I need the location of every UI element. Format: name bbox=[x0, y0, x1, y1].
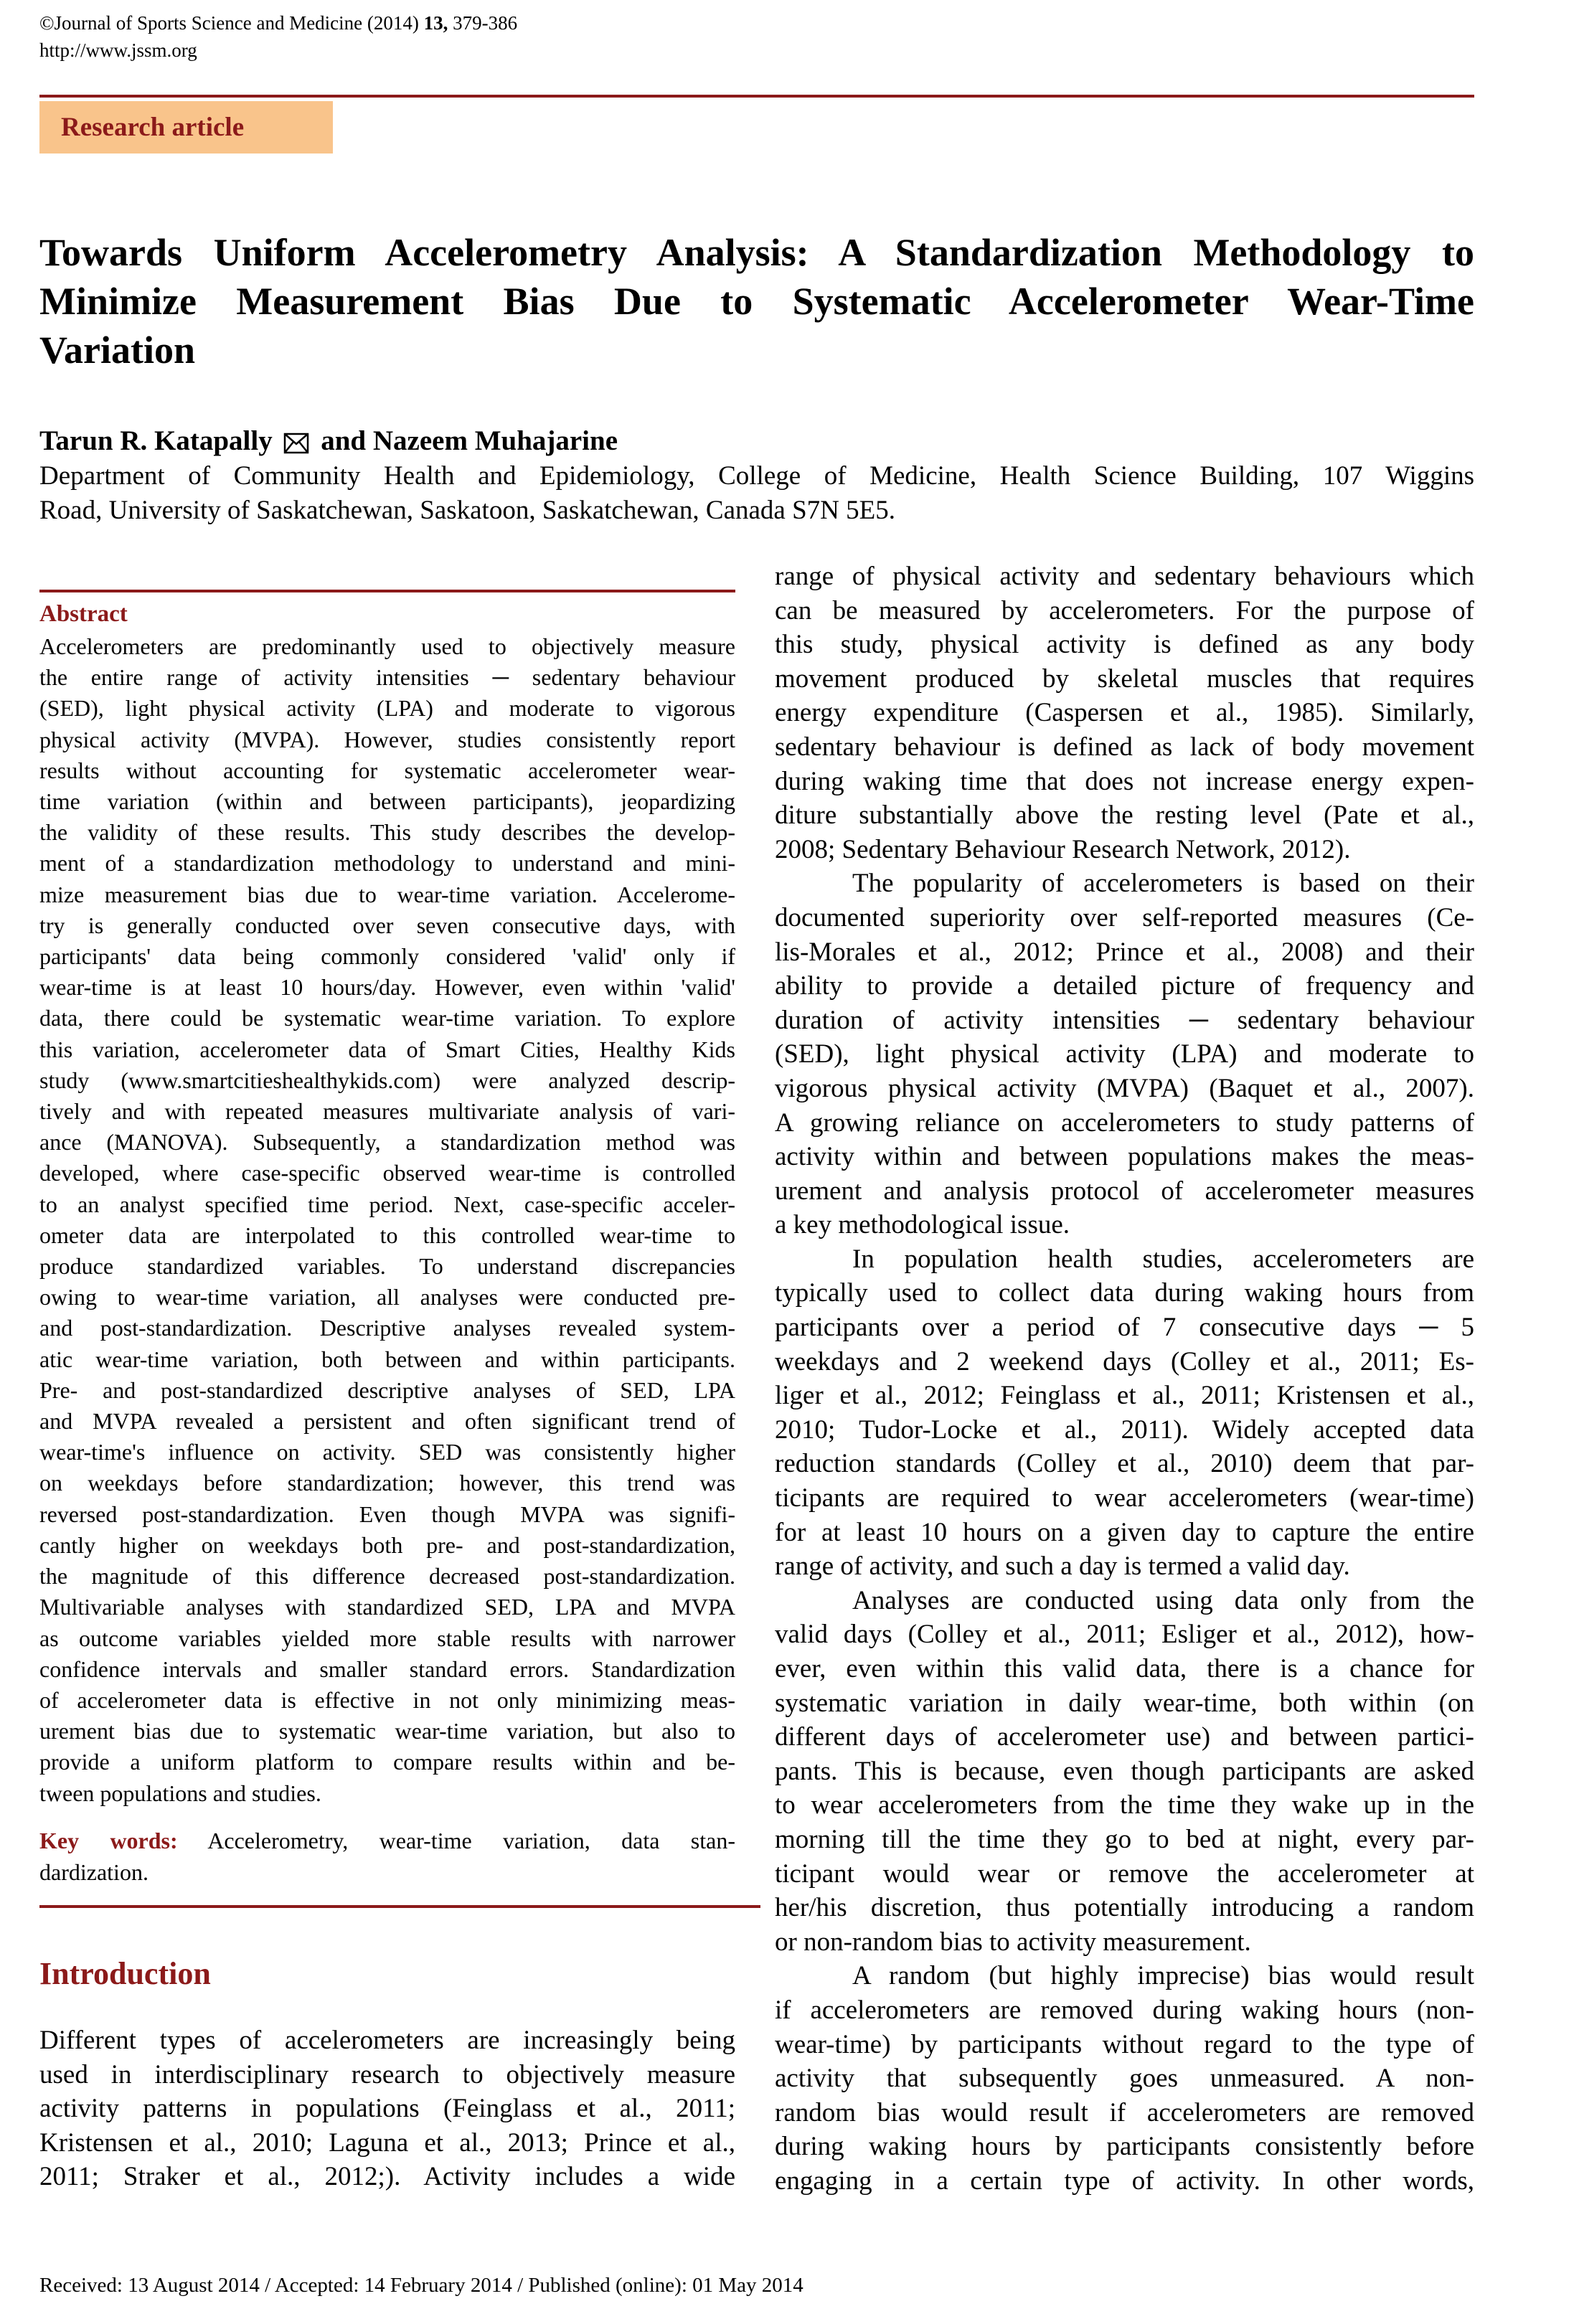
author-affiliation bbox=[39, 459, 1474, 528]
text-line: developed, where case-specific observed wear-time is controlled bbox=[39, 1160, 735, 1186]
text-line: can be measured by accelerometers. For the purpose of bbox=[775, 595, 1474, 625]
right-column-body bbox=[775, 559, 1474, 2198]
text-line: during waking hours by participants consistently before bbox=[775, 2132, 1474, 2162]
paragraph bbox=[775, 1959, 1474, 2198]
introduction-heading: Introduction bbox=[39, 1956, 211, 1991]
text-line: time variation (within and between participants), jeopardizing bbox=[39, 788, 735, 815]
text-line: the magnitude of this difference decreased post-standardization. bbox=[39, 1563, 735, 1590]
text-line: this variation, accelerometer data of Smart Cities, Healthy Kids bbox=[39, 1036, 735, 1062]
text-line: 2008; Sedentary Behaviour Research Network, 2012). bbox=[775, 834, 1351, 864]
text-line: activity patterns in populations (Feinglass et al., 2011; bbox=[39, 2094, 735, 2123]
text-line: for at least 10 hours on a given day to capture the entire bbox=[775, 1517, 1474, 1547]
text-line: on weekdays before standardization; however, this trend was bbox=[39, 1470, 735, 1496]
text-line: during waking time that does not increase energy expen- bbox=[775, 766, 1474, 796]
text-line: sedentary behaviour is defined as lack of body movement bbox=[775, 732, 1474, 762]
title-line: Towards Uniform Accelerometry Analysis: A Standardization Methodology to bbox=[39, 231, 1474, 274]
abstract-heading: Abstract bbox=[39, 601, 128, 627]
author-name: Tarun R. Katapally bbox=[39, 425, 273, 456]
text-line: or non-random bias to activity measurement. bbox=[775, 1927, 1251, 1957]
keywords-line bbox=[39, 1825, 735, 1856]
text-line: used in interdisciplinary research to objectively measure bbox=[39, 2059, 735, 2089]
keywords bbox=[39, 1825, 735, 1888]
text-line: and post-standardization. Descriptive analyses revealed system- bbox=[39, 1315, 735, 1341]
text-line: Accelerometers are predominantly used to objectively measure bbox=[39, 633, 735, 659]
keywords-line: dardization. bbox=[39, 1859, 149, 1885]
text-line: duration of activity intensities ─ sedentary behaviour bbox=[775, 1005, 1474, 1035]
text-line: range of activity, and such a day is termed a valid day. bbox=[775, 1551, 1350, 1582]
text-line: reversed post-standardization. Even though MVPA was signifi- bbox=[39, 1501, 735, 1527]
text-line: 2011; Straker et al., 2012;). Activity includes a wide bbox=[39, 2162, 735, 2191]
keywords-label: Key words: bbox=[39, 1828, 178, 1853]
title-line: Variation bbox=[39, 329, 196, 372]
text-line: the validity of these results. This study describes the develop- bbox=[39, 819, 735, 846]
text-line: Pre- and post-standardized descriptive analyses of SED, LPA bbox=[39, 1376, 735, 1403]
text-line: The popularity of accelerometers is based on their bbox=[852, 869, 1474, 899]
text-line: valid days (Colley et al., 2011; Esliger et al., 2012), how- bbox=[775, 1620, 1474, 1650]
text-line: provide a uniform platform to compare results within and be- bbox=[39, 1749, 735, 1775]
paragraph bbox=[775, 559, 1474, 866]
text-line: random bias would result if accelerometers are removed bbox=[775, 2097, 1474, 2127]
header-divider bbox=[39, 95, 1474, 98]
text-line: cantly higher on weekdays both pre- and post-standardization, bbox=[39, 1531, 735, 1558]
text-line: the entire range of activity intensities ─ sedentary behaviour bbox=[39, 664, 735, 691]
text-line: and MVPA revealed a persistent and often significant trend of bbox=[39, 1408, 735, 1435]
text-line: ticipants are required to wear accelerometers (wear-time) bbox=[775, 1483, 1474, 1513]
introduction-body bbox=[39, 2023, 735, 2194]
text-line: try is generally conducted over seven consecutive days, with bbox=[39, 912, 735, 938]
author-list bbox=[39, 423, 618, 463]
text-line: systematic variation in daily wear-time, both within (on bbox=[775, 1688, 1474, 1718]
paper-title bbox=[39, 228, 1474, 374]
title-line: Minimize Measurement Bias Due to Systematic Accelerometer Wear-Time bbox=[39, 280, 1474, 323]
text-line: documented superiority over self-reported measures (Ce- bbox=[775, 902, 1474, 932]
text-line: participants' data being commonly considered 'valid' only if bbox=[39, 943, 735, 970]
text-line: wear-time) by participants without regard to the type of bbox=[775, 2029, 1474, 2059]
text-line: tween populations and studies. bbox=[39, 1780, 321, 1806]
paragraph bbox=[775, 866, 1474, 1242]
text-line: to wear accelerometers from the time they wake up in the bbox=[775, 1790, 1474, 1820]
text-line: this study, physical activity is defined as any body bbox=[775, 630, 1474, 660]
text-line: tively and with repeated measures multivariate analysis of vari- bbox=[39, 1098, 735, 1125]
text-line: atic wear-time variation, both between and within participants. bbox=[39, 1346, 735, 1372]
text-line: Kristensen et al., 2010; Laguna et al., 2013; Prince et al., bbox=[39, 2127, 735, 2158]
text-line: wear-time's influence on activity. SED was consistently higher bbox=[39, 1439, 735, 1465]
text-line: movement produced by skeletal muscles that requires bbox=[775, 663, 1474, 694]
text-line: Multivariable analyses with standardized SED, LPA and MVPA bbox=[39, 1594, 735, 1620]
text-line: owing to wear-time variation, all analyses were conducted pre- bbox=[39, 1284, 735, 1310]
text-line: pants. This is because, even though participants are asked bbox=[775, 1756, 1474, 1786]
text-line: engaging in a certain type of activity. In other words, bbox=[775, 2165, 1474, 2196]
text-line: produce standardized variables. To understand discrepancies bbox=[39, 1253, 735, 1280]
text-line: confidence intervals and smaller standard errors. Standardization bbox=[39, 1655, 735, 1682]
text-line: lis-Morales et al., 2012; Prince et al., 2008) and their bbox=[775, 937, 1474, 967]
text-line: results without accounting for systematic accelerometer wear- bbox=[39, 757, 735, 783]
text-line: 2010; Tudor-Locke et al., 2011). Widely accepted data bbox=[775, 1414, 1474, 1445]
text-line: as outcome variables yielded more stable results with narrower bbox=[39, 1625, 735, 1651]
text-line: urement and analysis protocol of accelerometer measures bbox=[775, 1176, 1474, 1206]
text-line: wear-time is at least 10 hours/day. However, even within 'valid' bbox=[39, 974, 735, 1001]
affiliation-line: Road, University of Saskatchewan, Saskatoon, Saskatchewan, Canada S7N 5E5. bbox=[39, 496, 895, 525]
paragraph bbox=[775, 1242, 1474, 1584]
text-line: activity that subsequently goes unmeasured. A non- bbox=[775, 2064, 1474, 2094]
journal-citation bbox=[39, 10, 517, 36]
text-line: reduction standards (Colley et al., 2010) deem that par- bbox=[775, 1449, 1474, 1479]
envelope-icon[interactable] bbox=[283, 428, 309, 463]
text-line: (SED), light physical activity (LPA) and moderate to vigorous bbox=[39, 695, 735, 722]
journal-url[interactable]: http://www.jssm.org bbox=[39, 39, 197, 61]
article-type-badge bbox=[39, 101, 333, 153]
text-line: data, there could be systematic wear-time variation. To explore bbox=[39, 1005, 735, 1031]
text-line: different days of accelerometer use) and between partici- bbox=[775, 1722, 1474, 1752]
text-line: morning till the time they go to bed at night, every par- bbox=[775, 1824, 1474, 1854]
author-name: and Nazeem Muhajarine bbox=[321, 425, 618, 456]
text-line: ment of a standardization methodology to understand and mini- bbox=[39, 850, 735, 877]
affiliation-line: Department of Community Health and Epidemiology, College of Medicine, Health Science Building, 107 Wiggins bbox=[39, 461, 1474, 491]
text-line: participants over a period of 7 consecutive days ─ 5 bbox=[775, 1313, 1474, 1343]
text-line: diture substantially above the resting level (Pate et al., bbox=[775, 800, 1474, 831]
text-line: of accelerometer data is effective in not only minimizing meas- bbox=[39, 1686, 735, 1713]
text-line: A random (but highly imprecise) bias would result bbox=[852, 1961, 1474, 1991]
text-line: her/his discretion, thus potentially introducing a random bbox=[775, 1893, 1474, 1923]
text-line: range of physical activity and sedentary behaviours which bbox=[775, 562, 1474, 591]
publication-dates: Received: 13 August 2014 / Accepted: 14 February 2014 / Published (online): 01 May 2014 bbox=[39, 2274, 803, 2297]
text-line: urement bias due to systematic wear-time variation, but also to bbox=[39, 1718, 735, 1744]
text-line: if accelerometers are removed during waking hours (non- bbox=[775, 1995, 1474, 2025]
text-line: Different types of accelerometers are increasingly being bbox=[39, 2026, 735, 2055]
text-line: weekdays and 2 weekend days (Colley et al., 2011; Es- bbox=[775, 1346, 1474, 1376]
text-line: In population health studies, accelerometers are bbox=[852, 1244, 1474, 1274]
text-line: ometer data are interpolated to this controlled wear-time to bbox=[39, 1222, 735, 1248]
journal-pages: 379-386 bbox=[448, 12, 518, 34]
journal-volume: 13, bbox=[423, 12, 448, 34]
abstract-body bbox=[39, 631, 735, 1809]
text-line: A growing reliance on accelerometers to study patterns of bbox=[775, 1107, 1474, 1138]
text-line: ance (MANOVA). Subsequently, a standardization method was bbox=[39, 1129, 735, 1156]
text-line: ticipant would wear or remove the accelerometer at bbox=[775, 1858, 1474, 1889]
text-line: study (www.smartcitieshealthykids.com) were analyzed descrip- bbox=[39, 1067, 735, 1093]
text-line: physical activity (MVPA). However, studies consistently report bbox=[39, 726, 735, 752]
text-line: activity within and between populations makes the meas- bbox=[775, 1142, 1474, 1172]
journal-name: ©Journal of Sports Science and Medicine (2014) bbox=[39, 12, 424, 34]
text-line: energy expenditure (Caspersen et al., 1985). Similarly, bbox=[775, 698, 1474, 728]
text-line: liger et al., 2012; Feinglass et al., 2011; Kristensen et al., bbox=[775, 1381, 1474, 1411]
keywords-divider bbox=[39, 1905, 760, 1908]
text-line: typically used to collect data during waking hours from bbox=[775, 1278, 1474, 1308]
text-line: vigorous physical activity (MVPA) (Baquet et al., 2007). bbox=[775, 1073, 1474, 1103]
text-line: ever, even within this valid data, there is a chance for bbox=[775, 1654, 1474, 1683]
abstract-divider bbox=[39, 590, 735, 592]
text-line: mize measurement bias due to wear-time variation. Accelerome- bbox=[39, 881, 735, 907]
text-line: to an analyst specified time period. Next, case-specific acceler- bbox=[39, 1191, 735, 1217]
text-line: Analyses are conducted using data only from the bbox=[852, 1585, 1474, 1615]
text-line: a key methodological issue. bbox=[775, 1210, 1070, 1240]
article-type-label: Research article bbox=[61, 113, 245, 142]
paragraph bbox=[775, 1584, 1474, 1960]
text-line: (SED), light physical activity (LPA) and moderate to bbox=[775, 1039, 1474, 1069]
text-line: ability to provide a detailed picture of frequency and bbox=[775, 971, 1474, 1001]
keywords-text: Accelerometry, wear-time variation, data stan- bbox=[177, 1828, 736, 1853]
